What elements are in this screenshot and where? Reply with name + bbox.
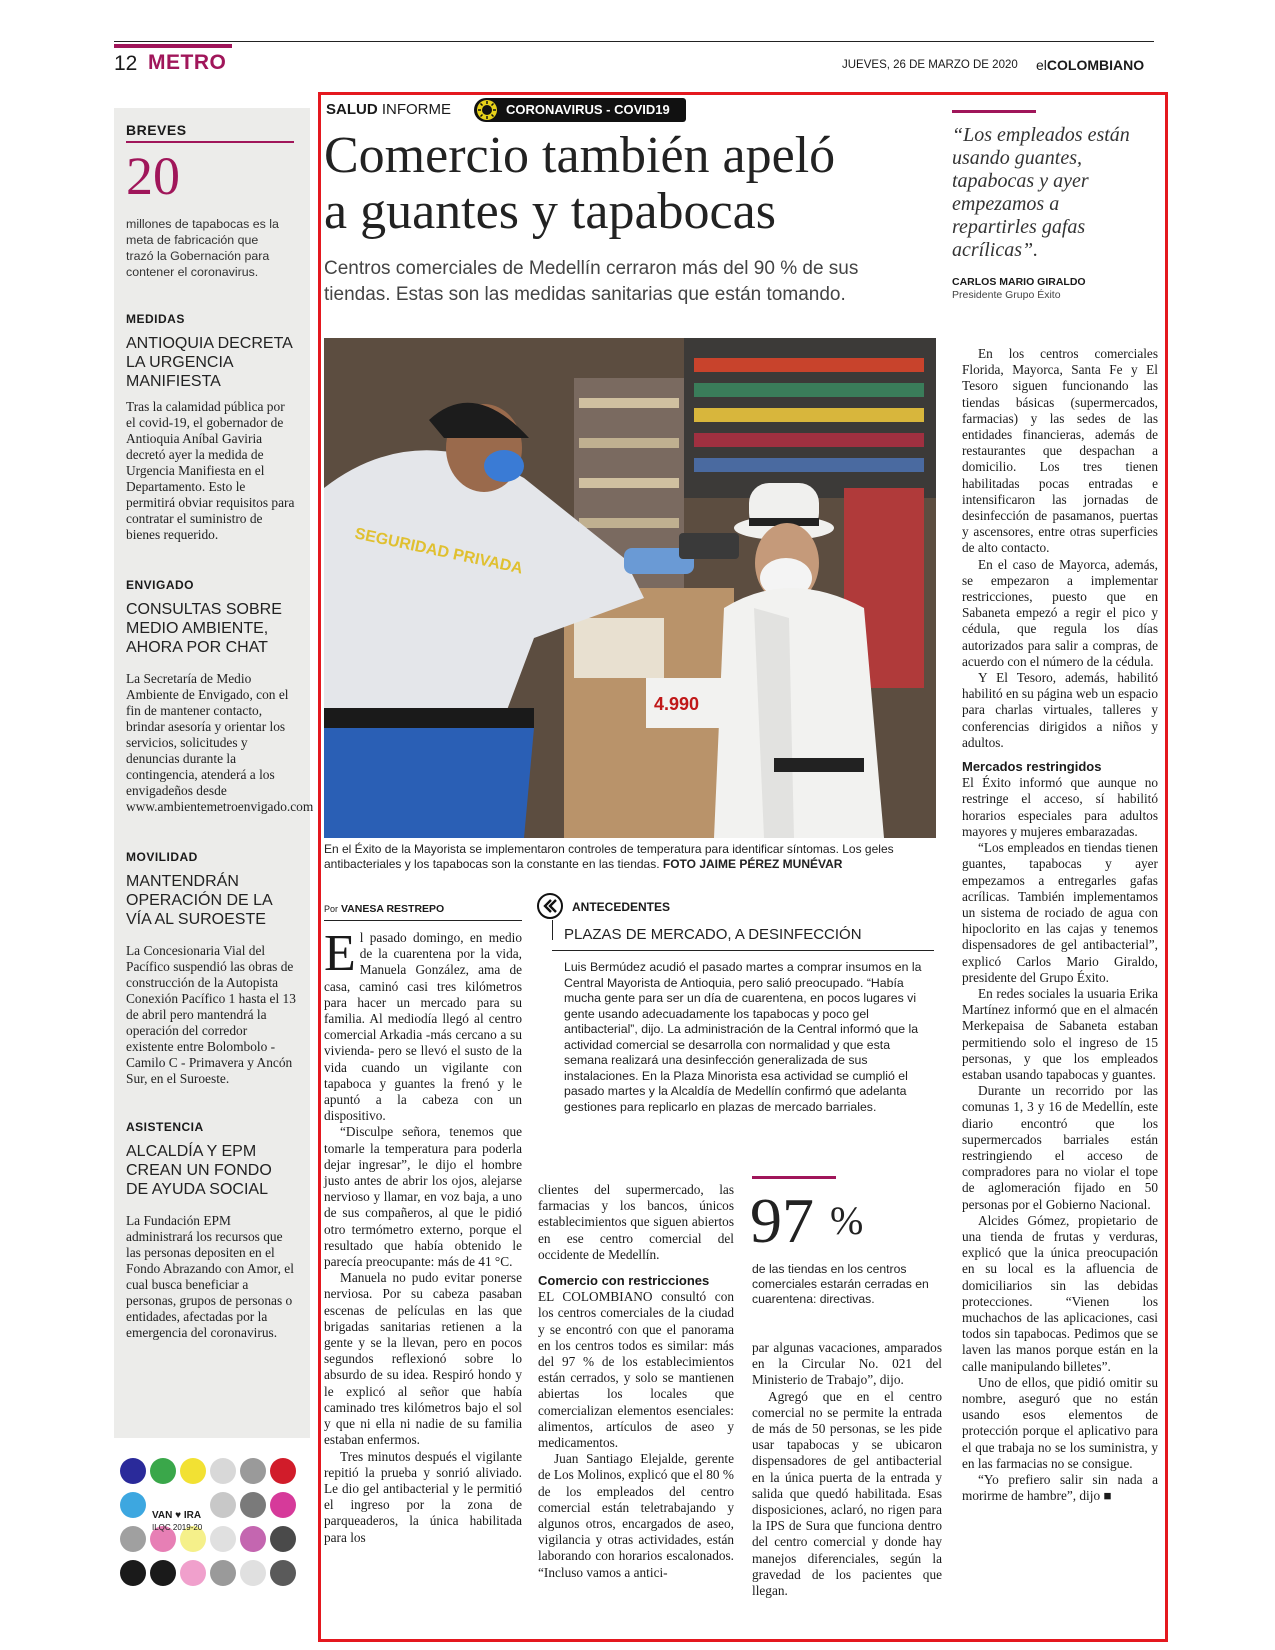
col4-paragraphs bbox=[962, 346, 1158, 751]
color-swatch bbox=[210, 1492, 236, 1518]
stat-value-block bbox=[750, 1185, 864, 1256]
body-paragraph: EL COLOMBIANO consultó con los centros comerciales de la ciudad y se encontró con que el panorama en los centros todos es similar: más del 97 % de los establecimientos están cerrados, y solo se mantienen abiertas los locales que comercializan elementos esenciales: alimentos, artículos de aseo y medicamentos. bbox=[538, 1289, 734, 1451]
issue-date: JUEVES, 26 DE MARZO DE 2020 bbox=[842, 59, 1018, 71]
body-paragraph: En redes sociales la usuaria Erika Martínez informó que en el almacén Merkepaisa de Sabaneta estaban permitiendo solo el ingreso de 15 personas, y que los empleados estaban usando tapabocas y guantes. bbox=[962, 985, 1158, 1082]
kicker-light: INFORME bbox=[381, 101, 452, 118]
breves-rule bbox=[126, 141, 294, 143]
section-name: METRO bbox=[148, 51, 227, 74]
pull-quote: “Los empleados están usando guantes, tapabocas y ayer empezamos a repartirles gafas acrílicas”. bbox=[952, 124, 1130, 261]
antecedentes-body: Luis Bermúdez acudió el pasado martes a comprar insumos en la Central Mayorista de Antioquia, pero salió preocupado. “Había mucha gente para ser un día de cuarentena, en pocos lugares vi gente usando adecuadamente los tapabocas y poco gel antibacterial”, dijo. La administración de la Central informó que la actividad comercial se desarrolla con normalidad y que esta semana realizará una desinfección generalizada de sus instalaciones. En la Plaza Minorista esa actividad se cumplió el pasado martes y la Alcaldía de Medellín confirmó que adelanta gestiones para replicarlo en plazas de mercado barriales. bbox=[564, 960, 922, 1114]
article-column-2 bbox=[538, 1182, 734, 1581]
body-paragraph: “Yo prefiero salir sin nada a morirme de hambre”, dijo ■ bbox=[962, 1472, 1158, 1504]
brief-title: CONSULTAS SOBRE MEDIO AMBIENTE, AHORA POR CHAT bbox=[126, 601, 282, 656]
breves-label: BREVES bbox=[126, 122, 187, 138]
stat-value: 97 bbox=[750, 1185, 814, 1256]
brief-category: MEDIDAS bbox=[126, 312, 185, 326]
quote-role: Presidente Grupo Éxito bbox=[952, 289, 1061, 301]
brief-title: ANTIOQUIA DECRETA LA URGENCIA MANIFIESTA bbox=[126, 335, 292, 390]
quote-author: CARLOS MARIO GIRALDO bbox=[952, 276, 1086, 288]
article-column-3 bbox=[752, 1340, 942, 1599]
header-rule bbox=[114, 41, 1154, 42]
color-swatch bbox=[120, 1560, 146, 1586]
color-bar-code: ILQC 2019-20 bbox=[152, 1523, 203, 1532]
article-column-4 bbox=[962, 346, 1158, 1504]
breves-stat-number: 20 bbox=[126, 146, 180, 206]
stat-accent bbox=[752, 1176, 836, 1179]
color-swatch bbox=[270, 1526, 296, 1552]
color-swatch bbox=[120, 1492, 146, 1518]
color-swatch bbox=[120, 1526, 146, 1552]
brief-title: MANTENDRÁN OPERACIÓN DE LA VÍA AL SUROESTE bbox=[126, 873, 272, 928]
color-swatch bbox=[120, 1458, 146, 1484]
article-kicker bbox=[326, 101, 451, 118]
body-paragraph: Durante un recorrido por las comunas 1, 3 y 16 de Medellín, este diario encontró que los supermercados barriales están restringiendo el acceso de compradores para no violar el tope de aglomeración fijado en 50 personas por el Gobierno Nacional. bbox=[962, 1083, 1158, 1212]
brief-category: ASISTENCIA bbox=[126, 1120, 204, 1134]
color-calibration-bar bbox=[120, 1458, 310, 1618]
color-swatch bbox=[210, 1526, 236, 1552]
photo-caption: En el Éxito de la Mayorista se implementaron controles de temperatura para identificar síntomas. Los geles antibacteriales y los tapabocas son la constante en las tiendas. bbox=[324, 842, 894, 871]
section-accent-bar bbox=[114, 44, 232, 48]
color-swatch bbox=[150, 1458, 176, 1484]
body-paragraph: par algunas vacaciones, amparados en la Circular No. 021 del Ministerio de Trabajo”, dijo. bbox=[752, 1340, 942, 1388]
byline bbox=[324, 903, 522, 921]
antecedentes-icon bbox=[536, 892, 564, 920]
col2-subhead: Comercio con restricciones bbox=[538, 1273, 710, 1289]
headline-line-2: a guantes y tapabocas bbox=[324, 183, 776, 240]
photo-illustration bbox=[324, 338, 936, 838]
virus-icon bbox=[477, 100, 497, 120]
breves-stat-text: millones de tapabocas es la meta de fabricación que trazó la Gobernación para contener el coronavirus. bbox=[126, 217, 279, 279]
drop-cap: E bbox=[324, 925, 356, 982]
antecedentes-divider bbox=[552, 920, 553, 940]
brief-asistencia bbox=[126, 1120, 296, 1341]
body-paragraph: Tres minutos después el vigilante repitió la prueba y sonrió aliviado. Le dio gel antibacterial y le permitió el ingreso por la zona de parqueaderos, la única habilitada para los bbox=[324, 1448, 522, 1545]
body-paragraph: El Éxito informó que aunque no restringe el acceso, sí habilitó horarios especiales para adultos mayores y mujeres embarazadas. bbox=[962, 775, 1158, 839]
headline-line-1: Comercio también apeló bbox=[324, 127, 836, 184]
brief-category: MOVILIDAD bbox=[126, 850, 198, 864]
body-paragraph: “Disculpe señora, tenemos que tomarle la temperatura para poderla dejar ingresar”, le dijo el hombre justo antes de abrir los ojos, alejarse nervioso y llamar, en voz baja, a uno de sus compañeros, al que le pidió otro termómetro externo, porque el resultado que había obtenido le parecía preocupante: más de 41 °C. bbox=[324, 1124, 522, 1270]
col2-paragraphs bbox=[538, 1289, 734, 1581]
brand-name: COLOMBIANO bbox=[1046, 57, 1145, 73]
photo-sign: SEGURIDAD PRIVADA bbox=[353, 525, 525, 578]
photo-credit: FOTO JAIME PÉREZ MUNÉVAR bbox=[662, 857, 843, 871]
color-swatch bbox=[270, 1560, 296, 1586]
color-swatch bbox=[240, 1458, 266, 1484]
stat-text: de las tiendas en los centros comerciales estarán cerradas en cuarentena: directivas. bbox=[752, 1262, 929, 1306]
color-swatch bbox=[270, 1458, 296, 1484]
brief-body: Tras la calamidad pública por el covid-19, el gobernador de Antioquia Aníbal Gaviria decretó ayer la medida de Urgencia Manifiesta en el Departamento. Esto le permitirá obviar requisitos para contratar el suministro de bienes requerido. bbox=[126, 399, 295, 542]
color-swatch bbox=[150, 1560, 176, 1586]
brand-prefix: el bbox=[1036, 57, 1047, 73]
col2-top-paragraph: clientes del supermercado, las farmacias y los bancos, únicos establecimientos que siguen abiertos en ese centro comercial del occidente de Medellín. bbox=[538, 1182, 734, 1262]
color-swatch bbox=[240, 1560, 266, 1586]
article-photo bbox=[324, 338, 936, 838]
body-paragraph: En el caso de Mayorca, además, se empezaron a implementar restricciones, puesto que en Sabaneta empezó a regir el pico y cédula, que regula los días autorizados para salir a compras, de acuerdo con el número de la cédula. bbox=[962, 556, 1158, 669]
col4-subhead: Mercados restringidos bbox=[962, 759, 1102, 775]
article-column-1 bbox=[324, 925, 522, 1546]
body-paragraph: Manuela no pudo evitar ponerse nerviosa. Por su cabeza pasaban escenas de películas en las que brigadas sanitarias retienen a la gente y se la llevan, pero en pocos segundos reflexionó sobre lo absurdo de su idea. Respiró hondo y le explicó al señor que había caminado tres kilómetros bajo el sol y que ni ella ni nadie de su familia estaban enfermos. bbox=[324, 1270, 522, 1448]
antecedentes-rule bbox=[552, 950, 934, 951]
antecedentes-label: ANTECEDENTES bbox=[572, 900, 671, 914]
brief-medidas bbox=[126, 312, 296, 543]
body-paragraph: Alcides Gómez, propietario de una tienda de frutas y verduras, explicó que la única preocupación en su local es la afluencia de domiciliarios sin las debidas protecciones. “Vienen los muchachos de las aplicaciones, casi todos sin tapabocas. Pedimos que se laven las manos porque están en la calle manipulando billetes”. bbox=[962, 1212, 1158, 1374]
color-bar-label: VAN ♥ IRA bbox=[152, 1510, 202, 1521]
brand-logo bbox=[1036, 57, 1144, 73]
color-swatch bbox=[240, 1492, 266, 1518]
covid-tag-text: CORONAVIRUS - COVID19 bbox=[506, 102, 670, 117]
body-paragraph: En los centros comerciales Florida, Mayorca, Santa Fe y El Tesoro siguen funcionando las tiendas básicas (supermercados, farmacias) y las sedes de las entidades financieras, además de restaurantes que despachan a domicilio. Los tres tienen habilitadas pocas entradas e intensificaron las jornadas de desinfección de pasamanos, puertas y ascensores, entre otras superficies de alto contacto. bbox=[962, 346, 1158, 556]
antecedentes-title: PLAZAS DE MERCADO, A DESINFECCIÓN bbox=[564, 926, 862, 943]
quote-accent bbox=[952, 110, 1036, 113]
byline-name: VANESA RESTREPO bbox=[340, 903, 445, 915]
brief-title: ALCALDÍA Y EPM CREAN UN FONDO DE AYUDA SOCIAL bbox=[126, 1143, 272, 1198]
body-paragraph: El pasado domingo, en medio de la cuarentena por la vida, Manuela González, ama de casa, caminó casi tres kilómetros para hacer un mercado para su familia. Al mediodía llegó al centro comercial Arkadia -más cercano a su vivienda- pero se llevó el susto de la vida cuando un vigilante con tapaboca y guantes la frenó y le apuntó a la cabeza con un dispositivo. bbox=[324, 925, 522, 1124]
covid-tag bbox=[474, 98, 686, 122]
color-swatch bbox=[180, 1560, 206, 1586]
body-paragraph: “Los empleados en tiendas tienen guantes, tapabocas y ayer empezamos a entregarles gafas acrílicas. También implementamos un sistema de rociado de agua con hipoclorito en las cajas y tenemos dispensadores de gel antibacterial”, explicó Carlos Mario Giraldo, presidente del Grupo Éxito. bbox=[962, 840, 1158, 985]
color-swatch bbox=[270, 1492, 296, 1518]
brief-envigado bbox=[126, 578, 314, 815]
body-paragraph: Y El Tesoro, además, habilitó habilitó en su página web un espacio para charlas virtuales, talleres y conferencias dirigidos a niños y adultos. bbox=[962, 670, 1158, 750]
headline bbox=[324, 128, 835, 240]
brief-category: ENVIGADO bbox=[126, 578, 195, 592]
kicker-bold: SALUD bbox=[326, 101, 378, 118]
brief-body: La Fundación EPM administrará los recursos que las personas depositen en el Fondo Abrazando con Amor, el cual busca beneficiar a personas, grupos de personas o entidades, afectadas por la emergencia del coronavirus. bbox=[126, 1213, 294, 1340]
col4b-paragraphs bbox=[962, 775, 1158, 1504]
color-swatch bbox=[180, 1458, 206, 1484]
stat-unit: % bbox=[830, 1198, 864, 1243]
brief-body: La Secretaría de Medio Ambiente de Envigado, con el fin de mantener contacto, brindar asesoría y orientar los servicios, solicitudes y denuncias durante la contingencia, atenderá a los envigadeños desde www.ambientemetroenvigado.com bbox=[126, 671, 314, 814]
body-paragraph: Uno de ellos, que pidió omitir su nombre, aseguró que no están usando esos elementos de protección porque el aplicativo para el que trabaja no se los suministra, y en las farmacias no se consigue. bbox=[962, 1374, 1158, 1471]
byline-prefix: Por bbox=[324, 904, 339, 914]
color-swatch bbox=[210, 1458, 236, 1484]
brief-movilidad bbox=[126, 850, 296, 1087]
color-swatch bbox=[210, 1560, 236, 1586]
body-paragraph: Agregó que en el centro comercial no se permite la entrada de más de 50 personas, se les pide usar tapabocas y se ubicaron dispensadores de gel antibacterial en la única puerta de la entrada y salida que quedó habilitada. Esas disposiciones, aclaró, no rigen para la IPS de Sura que funciona dentro del centro comercial y donde hay manejos diferenciales, según la gravedad de los pacientes que llegan. bbox=[752, 1388, 942, 1599]
photo-price: 4.990 bbox=[654, 694, 700, 714]
subheadline: Centros comerciales de Medellín cerraron más del 90 % de sus tiendas. Estas son las medidas sanitarias que están tomando. bbox=[324, 258, 859, 305]
brief-body: La Concesionaria Vial del Pacífico suspendió las obras de construcción de la Autopista Conexión Pacífico 1 hasta el 13 de abril pero mantendrá la operación del corredor existente entre Bolombolo - Camilo C - Primavera y Ancón Sur, en el Suroeste. bbox=[126, 943, 296, 1086]
page-number: 12 bbox=[114, 52, 138, 75]
body-paragraph: Juan Santiago Elejalde, gerente de Los Molinos, explicó que el 80 % de los empleados del centro comercial están teletrabajando y algunos otros, encargados de aseo, vigilancia y otras actividades, están laborando con horarios escalonados. “Incluso vamos a antici- bbox=[538, 1451, 734, 1580]
photo-caption-block bbox=[324, 842, 936, 872]
color-swatch bbox=[240, 1526, 266, 1552]
